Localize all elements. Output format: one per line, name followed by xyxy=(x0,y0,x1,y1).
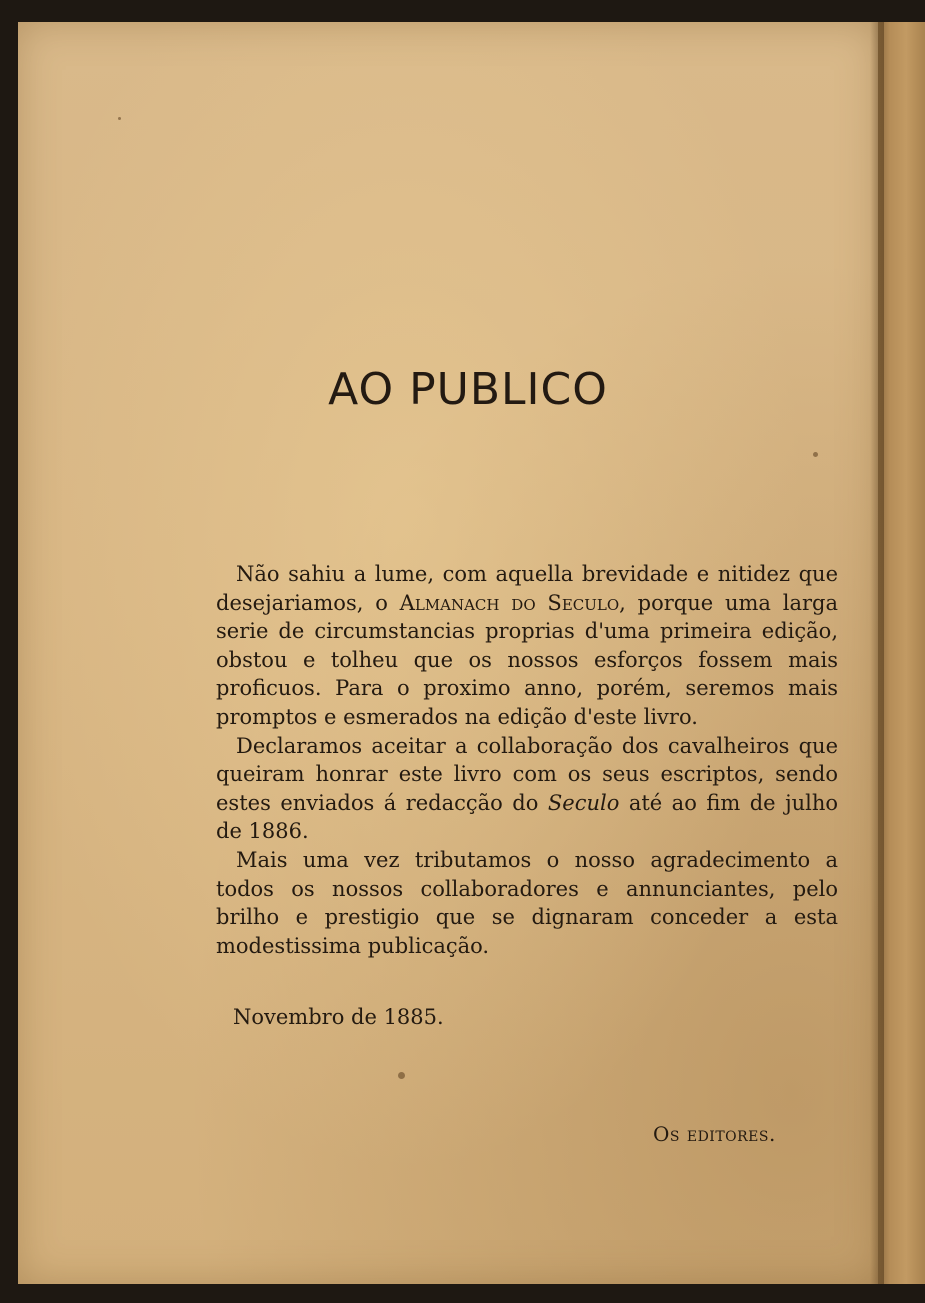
paragraph-2 xyxy=(216,732,838,846)
preface-body xyxy=(216,560,838,960)
page-title: AO PUBLICO xyxy=(328,364,608,415)
paragraph-1-lead: Não sahiu a lume, com aquella brevidade e nitidez que desejariamos, o xyxy=(216,562,838,615)
binding-shadow xyxy=(870,22,884,1284)
paragraph-1-tail: , porque uma larga serie de circumstancias proprias d'uma primeira edição, obstou e tolheu que os nossos esforços fossem mais proficuos. Para o proximo anno, porém, seremos mais promptos e esmerados na edição d'este livro. xyxy=(216,590,838,729)
paragraph-1 xyxy=(216,560,838,732)
book-page xyxy=(18,22,878,1284)
paragraph-3: Mais uma vez tributamos o nosso agradecimento a todos os nossos collaboradores e annunciantes, pelo brilho e prestigio que se dignaram conceder a esta modestissima publicação. xyxy=(216,847,838,958)
paragraph-2-tail: até ao fim de julho de 1886. xyxy=(216,790,838,844)
publication-name: Almanach do Seculo xyxy=(399,590,620,615)
paragraph-2-lead: Declaramos aceitar a collaboração dos cavalheiros que queiram honrar este livro com os seus escriptos, sendo estes enviados á redacção do xyxy=(216,733,838,815)
date-line: Novembro de 1885. xyxy=(233,1005,444,1029)
next-page-edge xyxy=(878,22,925,1284)
signature: Os editores. xyxy=(653,1122,776,1146)
ink-spot xyxy=(398,1072,405,1079)
newspaper-name: Seculo xyxy=(547,790,620,815)
ink-spot xyxy=(118,117,121,120)
ink-spot xyxy=(813,452,818,457)
